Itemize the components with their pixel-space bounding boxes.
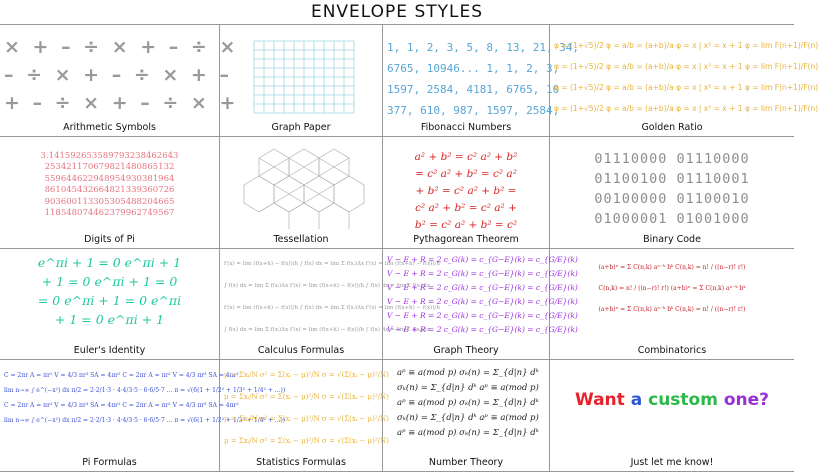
- style-label: Graph Theory: [433, 345, 499, 357]
- custom-word: one?: [723, 390, 770, 411]
- combinatorics-pattern: (a+b)ⁿ = Σ C(n,k) aⁿ⁻ᵏ bᵏ C(n,k) = n! / ((n−r)! r!) C(n,k) = n! / ((n−r)! r!) (a+b)ⁿ = Σ C(n,k) aⁿ⁻ᵏ bᵏ (a+b)ⁿ = Σ C(n,k) aⁿ⁻ᵏ bᵏ C(n,k) = n! / ((n−r)! r!): [598, 263, 746, 313]
- custom-word: custom: [648, 390, 718, 411]
- style-card-graph-theory[interactable]: [383, 249, 578, 361]
- style-label: Arithmetic Symbols: [63, 121, 156, 133]
- golden-ratio-pattern: φ = (1+√5)/2 φ = a/b = (a+b)/a φ = x | x² = x + 1 φ = lim F(n+1)/F(n) φ = (1+√5)/2 φ = a/b = (a+b)/a φ = x | x² = x + 1 φ = lim F(n+1)/F(n) φ = (1+√5)/2 φ = a/b = (a+b)/a φ = x | x² = x + 1 φ = lim F(n+1)/F(n) φ = (1+√5)/2 φ = a/b = (a+b)/a φ = x | x² = x + 1 φ = lim F(n+1)/F(n): [554, 41, 818, 113]
- style-card-golden-ratio[interactable]: [550, 25, 818, 137]
- style-card-pythagorean[interactable]: [383, 137, 550, 249]
- style-label: Combinatorics: [637, 345, 707, 357]
- style-card-statistics[interactable]: [220, 360, 389, 472]
- style-label: Tessellation: [273, 233, 329, 245]
- pi-digits-pattern: 3.141592653589793238462643 253421170679821480865132 559644622948954930381964 861045432664821339360726 903600113305305488204665 118548074462379962749567: [40, 150, 179, 219]
- style-card-tessellation[interactable]: [220, 137, 383, 249]
- style-card-pi-formulas[interactable]: [0, 360, 286, 472]
- style-label: Pi Formulas: [82, 457, 137, 468]
- custom-word: a: [630, 390, 643, 411]
- custom-request-text[interactable]: [550, 390, 794, 410]
- pi-formulas-pattern: C = 2πr A = πr² V = 4/3 πr³ SA = 4πr² C = 2πr A = πr² V = 4/3 πr³ SA = 4πr² lim n→∞ ∫ e^(−x²) dx π/2 = 2·2/1·3 · 4·4/3·5 · 6·6/5·7 ... π = √(6(1 + 1/2² + 1/3² + 1/4² + ...)) C = 2πr A = πr² V = 4/3 πr³ SA = 4πr² C = 2πr A = πr² V = 4/3 πr³ SA = 4πr² lim n→∞ ∫ e^(−x²) dx π/2 = 2·2/1·3 · 4·4/3·5 · 6·6/5·7 ... π = √(6(1 + 1/2² + 1/3² + 1/4² + ...)): [4, 372, 286, 425]
- style-card-arithmetic[interactable]: [0, 25, 239, 137]
- style-label: Calculus Formulas: [257, 345, 345, 357]
- graph-paper-grid: [224, 31, 379, 119]
- style-card-binary[interactable]: [550, 137, 794, 249]
- tessellation-pattern: [224, 143, 379, 231]
- style-card-calculus[interactable]: [220, 249, 440, 361]
- style-label: Fibonacci Numbers: [420, 121, 512, 133]
- style-label: Statistics Formulas: [256, 457, 346, 468]
- style-card-combinatorics[interactable]: [550, 249, 794, 361]
- style-label: Pythagorean Theorem: [413, 233, 519, 245]
- binary-pattern: 01110000 01110000 01100100 01110001 00100000 01100010 01000001 01001000: [594, 150, 750, 227]
- styles-grid: [0, 24, 818, 472]
- style-label: Number Theory: [428, 457, 504, 468]
- arithmetic-pattern: × + – ÷ × + – ÷ × – ÷ × + – ÷ × + – + – ÷ × + – ÷ × +: [4, 36, 239, 114]
- custom-word: Want: [574, 390, 625, 411]
- graph-theory-pattern: V − E + R = 2 c_G(k) = c_{G−E}(k) = c_{G/E}(k) V − E + R = 2 c_G(k) = c_{G−E}(k) = c_{G/E}(k) V − E + R = 2 c_G(k) = c_{G−E}(k) = c_{G/E}(k) V − E + R = 2 c_G(k) = c_{G−E}(k) = c_{G/E}(k) V − E + R = 2 c_G(k) = c_{G−E}(k) = c_{G/E}(k) V − E + R = 2 c_G(k) = c_{G−E}(k) = c_{G/E}(k): [387, 254, 578, 334]
- fibonacci-pattern: 1, 1, 2, 3, 5, 8, 13, 21, 34, 6765, 10946... 1, 1, 2, 3, 1597, 2584, 4181, 6765, 10 377, 610, 987, 1597, 2584,: [387, 41, 580, 117]
- style-card-number-theory[interactable]: [383, 360, 550, 472]
- number-theory-pattern: aᵖ ≡ a(mod p) σₖ(n) = Σ_{d|n} dᵏ σₖ(n) = Σ_{d|n} dᵏ aᵖ ≡ a(mod p) aᵖ ≡ a(mod p) σₖ(n) = Σ_{d|n} dᵏ σₖ(n) = Σ_{d|n} dᵏ aᵖ ≡ a(mod p) aᵖ ≡ a(mod p) σₖ(n) = Σ_{d|n} dᵏ: [397, 368, 539, 439]
- style-card-custom[interactable]: [550, 360, 794, 472]
- style-label: Golden Ratio: [641, 121, 703, 133]
- style-label: Just let me know!: [630, 457, 714, 468]
- style-label: Digits of Pi: [84, 233, 135, 245]
- calculus-pattern: f′(x) = lim (f(x+h) − f(x))/h ∫ f(x) dx = lim Σ f(xᵢ)Δx f′(x) = lim (f(x+h) − f(x))/h ∫ f(x) dx = lim Σ f(xᵢ)Δx f′(x) = lim (f(x+h) − f(x))/h ∫ f(x) dx = lim Σ f(xᵢ)Δx f′(x) = lim (f(x+h) − f(x))/h ∫ f(x) dx = lim Σ f(xᵢ)Δx f′(x) = lim (f(x+h) − f(x))/h ∫ f(x) dx = lim Σ f(xᵢ)Δx f′(x) = lim (f(x+h) − f(x))/h ∫ f(x) dx = lim Σ f(xᵢ)Δx: [224, 260, 440, 333]
- style-label: Graph Paper: [271, 121, 331, 133]
- pythagorean-pattern: a² + b² = c² a² + b² = c² a² + b² = c² a² + b² = c² a² + b² = c² a² + b² = c² a² + b² = c² a² + b² = c²: [414, 150, 518, 231]
- page-title: ENVELOPE STYLES: [310, 2, 484, 22]
- style-card-euler[interactable]: [0, 249, 220, 361]
- statistics-pattern: μ = Σxᵢ/N σ² = Σ(xᵢ − μ)²/N σ = √(Σ(xᵢ − μ)²/N) μ = Σxᵢ/N σ² = Σ(xᵢ − μ)²/N σ = √(Σ(xᵢ − μ)²/N) μ = Σxᵢ/N σ² = Σ(xᵢ − μ)²/N σ = √(Σ(xᵢ − μ)²/N) μ = Σxᵢ/N σ² = Σ(xᵢ − μ)²/N σ = √(Σ(xᵢ − μ)²/N): [224, 371, 389, 446]
- style-card-fibonacci[interactable]: [383, 25, 580, 137]
- style-card-graph-paper[interactable]: [220, 25, 383, 137]
- euler-pattern: e^πi + 1 = 0 e^πi + 1 + 1 = 0 e^πi + 1 = 0 = 0 e^πi + 1 = 0 e^πi + 1 = 0 e^πi + 1: [37, 254, 182, 327]
- style-label: Binary Code: [643, 233, 701, 245]
- style-label: Euler's Identity: [73, 345, 146, 357]
- style-card-digits-of-pi[interactable]: [0, 137, 220, 249]
